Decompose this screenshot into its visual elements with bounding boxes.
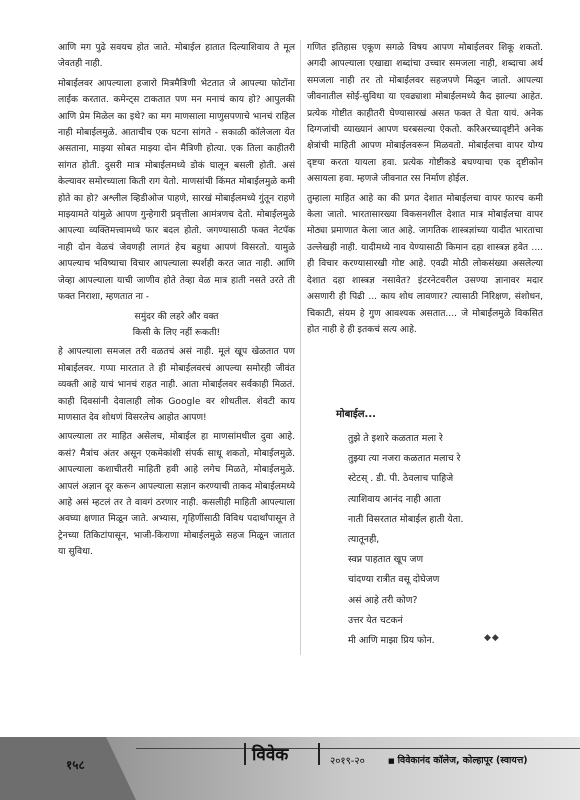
poem-line: तुझ्या त्या नजरा कळतात मलाच रे <box>348 453 461 465</box>
poem <box>348 429 463 651</box>
magazine-logo: विवेक <box>252 745 289 765</box>
college-name <box>388 753 528 766</box>
square-bullet-icon: ■ <box>388 757 395 765</box>
poem-line: असं आहे तरी कोण? <box>348 594 418 606</box>
hindi-verse <box>58 309 295 342</box>
poem-line: स्वप्न पाहतात खूप जण <box>348 554 424 566</box>
verse-line: समुंदर की लहरे और वक्त <box>134 311 219 322</box>
left-column <box>58 40 295 564</box>
column-divider <box>300 40 301 655</box>
poem-line: नाती विसरतात मोबाईल हाती येता. <box>348 513 464 525</box>
poem-line: त्याशिवाय आनंद नाही आता <box>348 493 441 505</box>
footer-rule <box>136 748 580 749</box>
poem-line: चांदण्या रात्रीत वसू दोघेजण <box>348 574 440 586</box>
right-column <box>307 40 543 341</box>
paragraph: गणित इतिहास एकूण सगळे विषय आपण मोबाईलवर शिकू शकतो. अगदी आपल्याला एखाद्या शब्दांचा उच्चार समजला नाही, शब्दाचा अर्थ समजला नाही तर तो मोबाईलवर सहजपणे मिळून जातो. आपल्या जीवनातील सोई-सुविधा या एवढ्याशा मोबाईलमध्ये कैद झाल्या आहेत. प्रत्येक गोष्टीत काहीतरी घेण्यासारखं असत फक्त ते घेता यायं. अनेक दिग्गजांची व्याख्यानं आपण घरबसल्या ऐकतो. करिअरच्यादृष्टीने अनेक क्षेत्रांची माहिती आपण मोबाईलवरून मिळवतो. मोबाईलचा वापर योग्य दृष्टया करता यायला हवा. प्रत्येक गोष्टीकडे बघण्याचा एक दृष्टीकोन असायला हवा. म्हणजे जीवनात रस निर्माण होईल. <box>307 43 543 185</box>
paragraph: तुम्हाला माहित आहे का की प्रगत देशात मोबाईलचा वापर फारच कमी केला जातो. भारतासारख्या विकसनशील देशात मात्र मोबाईलचा वापर मोठ्या प्रमाणात केला जात आहे. जागतिक शास्त्रज्ञांच्या यादीत भारताचा उल्लेखही नाही. यादीमध्ये नाव येण्यासाठी किमान दहा शास्त्रज्ञ हवेत .... ही विचार करण्यासारखी गोष्ट आहे. एवढी मोठी लोकसंख्या असलेल्या देशात दहा शास्त्रज्ञ नसावेत? इंटरनेटवरील उसण्या ज्ञानावर मदार असणारी ही पिढी ... काय शोध लावणार? त्यासाठी निरिक्षण, संशोधन, चिकाटी, संयम हे गुण आवश्यक असतात.... जे मोबाईलमुळे विकसित होत नाही हे ही इतकचं सत्य आहे. <box>307 193 543 335</box>
paragraph: आणि मग पुढे सवयच होत जाते. मोबाईल हातात दिल्याशिवाय ते मूल जेवतही नाही. <box>58 43 295 70</box>
poem-line: उत्तर येत चटकनं <box>348 614 403 626</box>
paragraph: मोबाईलवर आपल्याला हजारो मित्रमैत्रिणी भेटतात जे आपल्या फोटोंना लाईक करतात. कमेन्ट्स टाकतात पण मन मनाचं काय हो? आपुलकी आणि प्रेम मिळेल का इथे? का मग माणसाला माणुसपणाचे भानचं राहिल नाही मोबाईलमुळे. आताचीच एक घटना सांगते - सकाळी कॉलेजला येत असताना, माझ्या सोबत माझ्या दोन मैत्रिणी होत्या. एक तिला काहीतरी सांगत होती. दुसरी मात्र मोबाईलमध्ये डोकं घालून बसली होती. असं केल्यावर समोरच्याला किती राग येतो. माणसांची किंमत मोबाईलमुळे कमी होते का हो? अश्लील व्हिडीओज पाहणे, सारखं मोबाईलमध्ये गुंतून राहणे माझ्यामते यांमुळे आपण गुन्हेगारी प्रवृत्तीला आमंत्रणच देतो. मोबाईलमुळे आपल्या व्यक्तिमत्त्वामध्ये फार बदल होतो. जगण्यासाठी फक्त नेटपॅक नाही दोन वेळचं जेवणही लागतं हेच बहुधा आपणं विसरतो. यामुळे आपल्याच भविष्याचा विचार आपल्याला स्पर्शही करत जात नाही. आणि जेव्हा आपल्याला याची जाणीव होते तेव्हा वेळ मात्र हाती नसते उरते ती फक्त निराशा, म्हणतात ना - <box>58 78 295 303</box>
college-label: विवेकानंद कॉलेज, कोल्हापूर (स्वायत्त) <box>397 755 528 766</box>
poem-line: त्यातूनही, <box>348 534 380 546</box>
page-number: १५८ <box>66 758 85 772</box>
poem-line: स्टेटस् . डी. पी. ठेवलाच पाहिजे <box>348 473 454 485</box>
paragraph: आपल्याला तर माहित असेलच, मोबाईल हा माणसांमधील दुवा आहे. कसं? मैत्रांच अंतर असून एकमेकांशी संपर्क साधू शकतो, मोबाईलमुळे. आपल्याला कशाचीतरी माहिती हवी आहे लगेच मिळते, मोबाईलमुळे. आपलं अज्ञान दूर करून आपल्याला सज्ञान करण्याची ताकद मोबाईलमध्ये आहे असं म्हटलं तर ते वावगं ठरणार नाही. कसलीही माहिती आपल्याला अवघ्या क्षणात मिळून जाते. अभ्यास, गृहिणींसाठी विविध पदार्थांपासून ते ट्रेनच्या तिकिटांपासून, भाजी-किराणा मोबाईलमुळे सहज मिळून जातात या सुविधा. <box>58 432 295 558</box>
issue-year: २०१९-२० <box>330 756 365 767</box>
poem-line: मी आणि माझा प्रिय फोन. <box>348 635 435 647</box>
poem-line: तुझे ते इशारे कळतात मला रे <box>348 433 443 444</box>
diamond-ornament-icon: ◆◆ <box>484 633 500 643</box>
paragraph: हे आपल्याला समजल तरी वळतचं असं नाही. मूलं खूप खेळतात पण मोबाईलवर. गप्पा मारतात ते ही मोबाईलवरचं आपल्या समोरही जीवंत व्यक्ती आहे याचं भानचं राहत नाही. आता मोबाईलवर सर्वकाही मिळतं. काही दिवसांनी देवालाही लोक Google वर शोधतील. शेवटी काय माणसात देव शोधणं विसरलेच आहोत आपण! <box>58 347 295 423</box>
verse-line: किसी के लिए नहीं रूकती! <box>132 327 221 338</box>
logo-bar-left <box>244 743 246 765</box>
logo-bar-right <box>318 743 320 765</box>
poem-title: मोबाईल... <box>336 409 376 420</box>
